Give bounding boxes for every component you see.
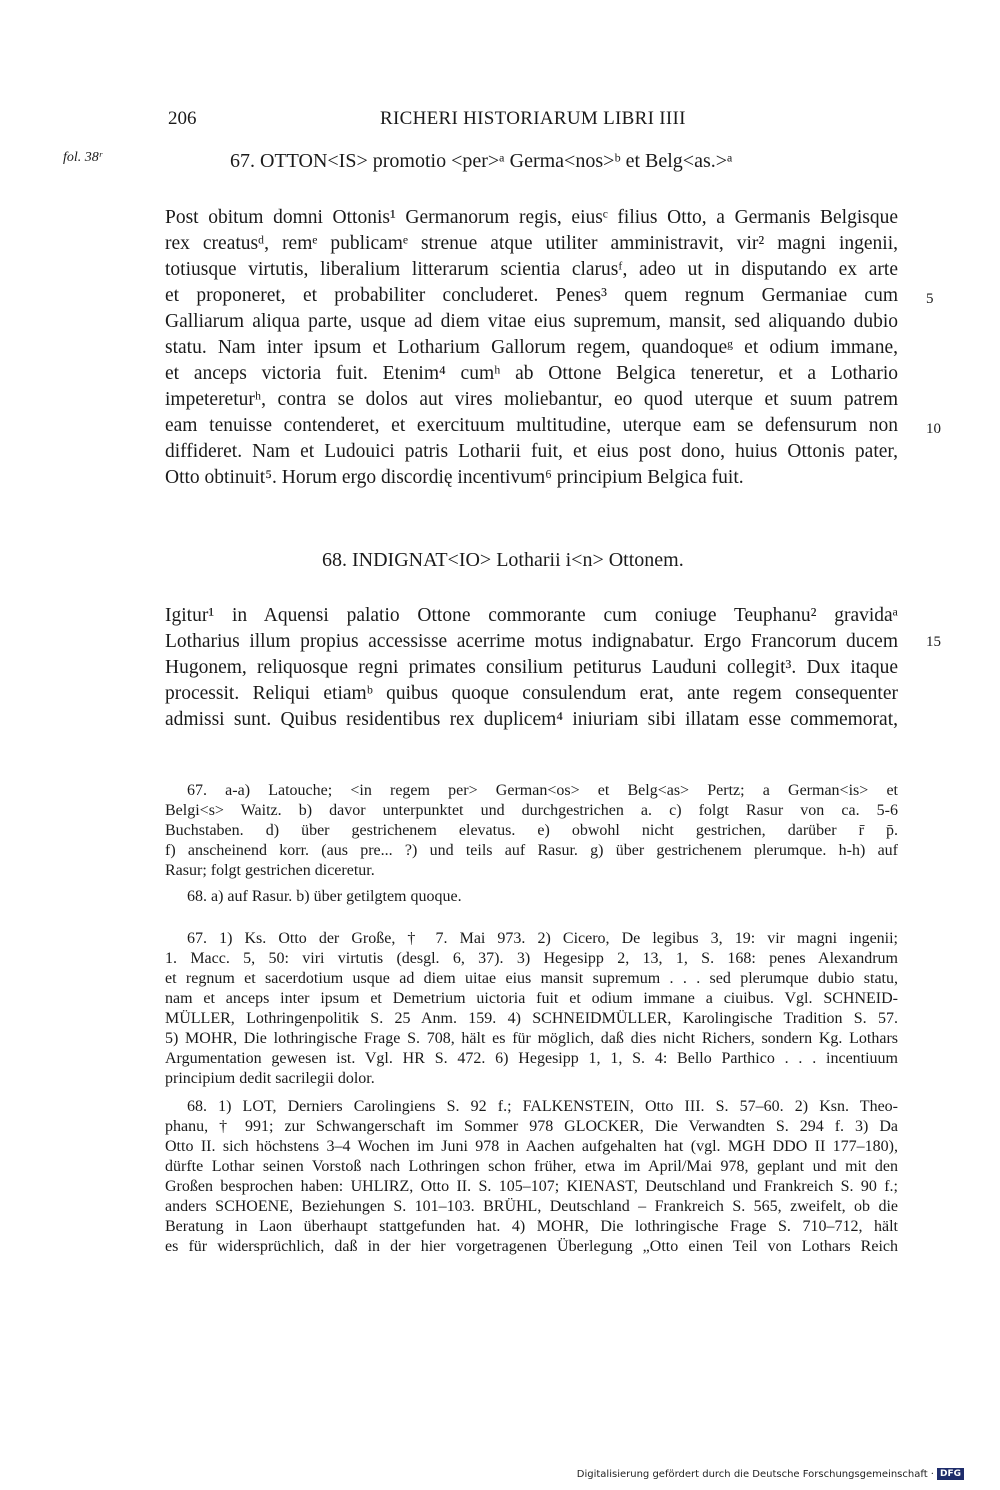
footnote-line: Großen besprochen haben: UHLIRZ, Otto II. S. 105–107; KIENAST, Deutschland und Frankreich S. 90 f.; xyxy=(165,1178,898,1195)
text-line: Hugonem, reliquosque regni primates consilium petiturus Lauduni collegit³. Dux itaque xyxy=(165,657,898,678)
running-title: RICHERI HISTORIARUM LIBRI IIII xyxy=(380,108,686,129)
apparatus-line: f) anscheinend korr. (aus pre... ?) und teils auf Rasur. g) über gestrichenem plerumque. h-h) auf xyxy=(165,842,898,859)
text-line: diffideret. Nam et Ludouici patris Lotharii fuit, et eius post dono, huius Ottonis pater, xyxy=(165,441,898,462)
text-line: Otto obtinuit⁵. Horum ergo discordię incentivum⁶ principium Belgica fuit. xyxy=(165,467,744,488)
text-line: Lotharius illum propius accessisse acerrime motus indignabatur. Ergo Francorum ducem xyxy=(165,631,898,652)
footer-text: Digitalisierung gefördert durch die Deutsche Forschungsgemeinschaft · xyxy=(576,1468,934,1480)
footnote-line: 68. 1) LOT, Derniers Carolingiens S. 92 f.; FALKENSTEIN, Otto III. S. 57–60. 2) Ksn. Theo- xyxy=(187,1098,898,1115)
text-line: et proponeret, et probabiliter concluderet. Penes³ quem regnum Germaniae cum xyxy=(165,285,898,306)
line-number: 15 xyxy=(926,634,941,650)
footnotes-68 xyxy=(165,1097,898,1257)
footnote-line: 5) MOHR, Die lothringische Frage S. 708, hält es für möglich, daß dies nicht Richers, sondern Kg. Lothars xyxy=(165,1030,898,1047)
footnote-line: es für widersprüchlich, daß in der hier vorgetragenen Überlegung „Otto einen Teil von Lothars Reich xyxy=(165,1238,898,1255)
critical-apparatus-67 xyxy=(165,781,898,881)
dfg-logo: DFG xyxy=(937,1468,964,1480)
chapter-67-heading: 67. OTTON<IS> promotio <per>ᵃ Germa<nos>ᵇ et Belg<as.>ᵃ xyxy=(230,150,733,172)
line-number: 10 xyxy=(926,421,941,437)
chapter-68-heading: 68. INDIGNAT<IO> Lotharii i<n> Ottonem. xyxy=(322,549,684,571)
footnote-line: dürfte Lothar seinen Vorstoß nach Lothringen schon früher, etwa im April/Mai 978, geplant und mit den xyxy=(165,1158,898,1175)
footnote-line: phanu, † 991; zur Schwangerschaft im Sommer 978 GLOCKER, Die Verwandten S. 294 f. 3) Da xyxy=(165,1118,898,1135)
footnote-line: anders SCHOENE, Beziehungen S. 101–103. BRÜHL, Deutschland – Frankreich S. 565, zweifelt, ob die xyxy=(165,1198,898,1215)
text-line: eam tenuisse contenderet, et exercituum multitudine, uterque eam se defensurum non xyxy=(165,415,898,436)
footnote-line: et regnum et sacerdotium usque ad diem uitae eius mansit supremum . . . sed plerumque dubio statu, xyxy=(165,970,898,987)
apparatus-line: 67. a-a) Latouche; <in regem per> German<os> et Belg<as> Pertz; a German<is> et xyxy=(187,782,898,799)
line-number: 5 xyxy=(926,291,934,307)
text-line: admissi sunt. Quibus residentibus rex duplicem⁴ iniuriam sibi illatam esse commemorat, xyxy=(165,709,898,730)
text-line: impetereturʰ, contra se dolos aut vires moliebantur, eo quod uterque et suum patrem xyxy=(165,389,898,410)
apparatus-line: Belgi<s> Waitz. b) davor unterpunktet und durchgestrichen a. c) folgt Rasur von ca. 5-6 xyxy=(165,802,898,819)
apparatus-line: 68. a) auf Rasur. b) über getilgtem quoque. xyxy=(187,888,462,905)
digitization-footer xyxy=(577,1468,964,1480)
folio-marker: fol. 38ʳ xyxy=(63,150,102,165)
footnote-line: Beratung in Laon überhaupt stattgefunden hat. 4) MOHR, Die lothringische Frage S. 710–712, hält xyxy=(165,1218,898,1235)
footnote-line: Otto II. sich höchstens 3–4 Wochen im Juni 978 in Aachen aufgehalten hat (vgl. MGH DDO II 177–180), xyxy=(165,1138,898,1155)
footnote-line: nam et anceps inter ipsum et Demetrium uictoria fuit et odium immane a ciuibus. Vgl. SCHNEID- xyxy=(165,990,898,1007)
text-line: Igitur¹ in Aquensi palatio Ottone commorante cum coniuge Teuphanu² gravidaᵃ xyxy=(165,605,898,626)
text-line: totiusque virtutis, liberalium litterarum scientia clarusᶠ, adeo ut in disputando ex arte xyxy=(165,259,898,280)
footnote-line: 67. 1) Ks. Otto der Große, † 7. Mai 973. 2) Cicero, De legibus 3, 19: vir magni ingenii; xyxy=(187,930,898,947)
text-line: et anceps victoria fuit. Etenim⁴ cumʰ ab Ottone Belgica teneretur, et a Lothario xyxy=(165,363,898,384)
footnote-line: 1. Macc. 5, 50: viri virtutis (desgl. 6, 37). 3) Hegesipp 2, 13, 1, S. 168: penes Alexandrum xyxy=(165,950,898,967)
critical-apparatus-68 xyxy=(165,887,898,907)
text-line: Galliarum aliqua parte, usque ad diem vitae eius supremum, mansit, sed aliquando dubio xyxy=(165,311,898,332)
footnote-line: MÜLLER, Lothringenpolitik S. 25 Anm. 159. 4) SCHNEIDMÜLLER, Karolingische Tradition S. 57. xyxy=(165,1010,898,1027)
footnotes-67 xyxy=(165,929,898,1089)
footnote-line: Argumentation gewesen ist. Vgl. HR S. 472. 6) Hegesipp 1, 1, S. 4: Bello Parthico . . . incentiuum xyxy=(165,1050,898,1067)
text-line: rex creatusᵈ, remᵉ publicamᵉ strenue atque utiliter amministravit, vir² magni ingenii, xyxy=(165,233,898,254)
chapter-68-text xyxy=(165,603,898,733)
text-line: processit. Reliqui etiamᵇ quibus quoque consulendum erat, ante regem consequenter xyxy=(165,683,898,704)
chapter-67-text xyxy=(165,205,898,491)
apparatus-line: Buchstaben. d) über gestrichenem elevatus. e) obwohl nicht gestrichen, darüber r̄ p̄. xyxy=(165,822,898,839)
text-line: Post obitum domni Ottonis¹ Germanorum regis, eiusᶜ filius Otto, a Germanis Belgisque xyxy=(165,207,898,228)
text-line: statu. Nam inter ipsum et Lotharium Gallorum regem, quandoqueᵍ et odium immane, xyxy=(165,337,898,358)
footnote-line: principium dedit sacrilegii dolor. xyxy=(165,1070,375,1087)
apparatus-line: Rasur; folgt gestrichen diceretur. xyxy=(165,862,375,879)
page-number: 206 xyxy=(168,108,197,129)
